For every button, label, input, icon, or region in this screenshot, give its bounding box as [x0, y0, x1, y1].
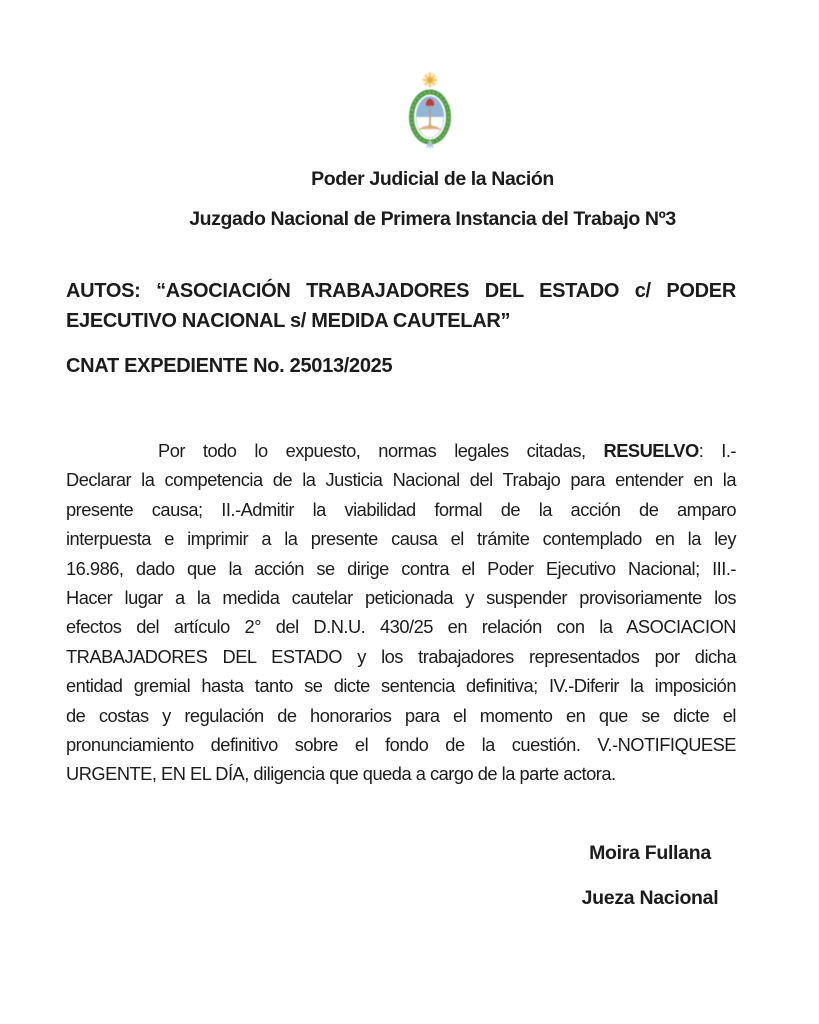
text-line: URGENTE, EN EL DÍA, diligencia que queda a cargo de la parte actora. — [66, 763, 616, 785]
text-line: Por todo lo expuesto, normas legales citadas, RESUELVO: I.- — [158, 440, 736, 461]
expediente-number: CNAT EXPEDIENTE No. 25013/2025 — [66, 355, 393, 377]
text-line: efectos del artículo 2° del D.N.U. 430/25 en relación con la ASOCIACION — [66, 616, 736, 638]
text-line: Hacer lugar a la medida cautelar peticionada y suspender provisoriamente los — [66, 586, 736, 608]
text-line: Declarar la competencia de la Justicia Nacional del Trabajo para entender en la — [66, 469, 736, 491]
judge-role: Jueza Nacional — [581, 887, 719, 909]
page-title: Poder Judicial de la Nación — [311, 168, 554, 190]
judge-name: Moira Fullana — [589, 842, 711, 864]
text-line: interpuesta e imprimir a la presente causa el trámite contemplado en la ley — [66, 528, 736, 550]
autos-paragraph — [66, 276, 736, 336]
text-line: TRABAJADORES DEL ESTADO y los trabajadores representados por dicha — [66, 645, 736, 667]
text-line: EJECUTIVO NACIONAL s/ MEDIDA CAUTELAR” — [66, 310, 511, 332]
text-line: AUTOS: “ASOCIACIÓN TRABAJADORES DEL ESTADO c/ PODER — [66, 280, 736, 302]
argentina-coat-of-arms-icon — [403, 71, 457, 155]
text-line: entidad gremial hasta tanto se dicte sentencia definitiva; IV.-Diferir la imposición — [66, 675, 736, 697]
court-title: Juzgado Nacional de Primera Instancia del Trabajo Nº3 — [189, 208, 676, 230]
text-line: de costas y regulación de honorarios para el momento en que se dicte el — [66, 704, 736, 726]
resolution-paragraph — [66, 436, 736, 789]
text-line: presente causa; II.-Admitir la viabilidad formal de la acción de amparo — [66, 498, 736, 520]
text-line: pronunciamiento definitivo sobre el fondo de la cuestión. V.-NOTIFIQUESE — [66, 733, 736, 755]
signature-block — [520, 843, 780, 909]
text-line: 16.986, dado que la acción se dirige contra el Poder Ejecutivo Nacional; III.- — [66, 557, 736, 579]
